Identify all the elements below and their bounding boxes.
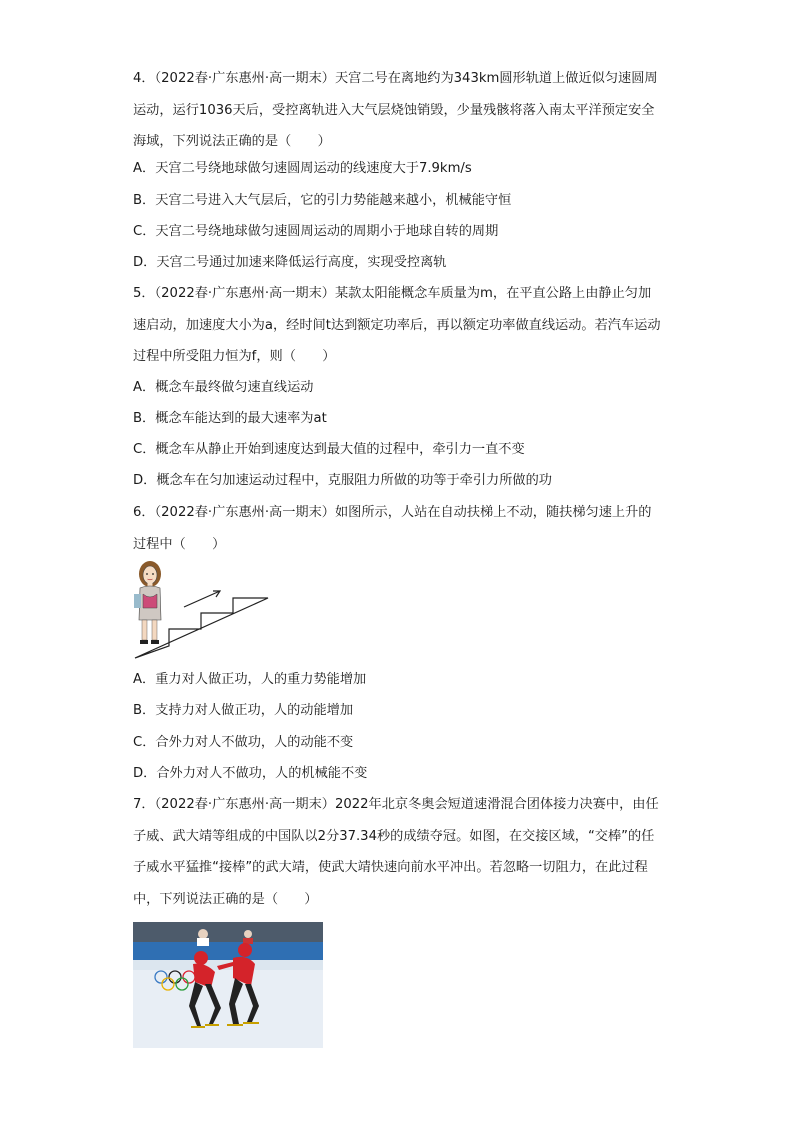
motion-arrow <box>184 591 220 607</box>
question-6-option-c: C．合外力对人不做功，人的动能不变 <box>133 735 354 750</box>
question-4-option-c: C．天宫二号绕地球做匀速圆周运动的周期小于地球自转的周期 <box>133 224 499 239</box>
question-4-option-a: A．天宫二号绕地球做匀速圆周运动的线速度大于7.9km/s <box>133 161 472 176</box>
question-4-option-b: B．天宫二号进入大气层后，它的引力势能越来越小，机械能守恒 <box>133 193 512 208</box>
question-5-stem: 5．（2022春·广东惠州·高一期末）某款太阳能概念车质量为m，在平直公路上由静止匀加速启动，加速度大小为a，经时间t达到额定功率后，再以额定功率做直线运动。若汽车运动过程中所受阻力恒为f，则（ ） <box>133 286 661 364</box>
escalator-figure <box>130 558 275 663</box>
question-4-stem: 4．（2022春·广东惠州·高一期末）天宫二号在离地约为343km圆形轨道上做近似匀速圆周运动，运行1036天后，受控离轨进入大气层烧蚀销毁，少量残骸将落入南太平洋预定安全海域，下列说法正确的是（ ） <box>133 71 658 149</box>
person-figure <box>134 561 161 644</box>
question-7-stem: 7．（2022春·广东惠州·高一期末）2022年北京冬奥会短道速滑混合团体接力决赛中，由任子威、武大靖等组成的中国队以2分37.34秒的成绩夺冠。如图，在交接区域，“交棒”的任子威水平猛推“接棒”的武大靖，使武大靖快速向前水平冲出。若忽略一切阻力，在此过程中，下列说法正确的是（ ） <box>133 797 659 907</box>
question-5-option-c: C．概念车从静止开始到速度达到最大值的过程中，牵引力一直不变 <box>133 442 525 457</box>
question-5-option-a: A．概念车最终做匀速直线运动 <box>133 380 314 395</box>
question-6-option-b: B．支持力对人做正功，人的动能增加 <box>133 703 354 718</box>
question-5-option-b: B．概念车能达到的最大速率为at <box>133 411 327 426</box>
question-6-option-d: D．合外力对人不做功，人的机械能不变 <box>133 766 368 781</box>
question-6-option-a: A．重力对人做正功，人的重力势能增加 <box>133 672 367 687</box>
question-5-option-d: D．概念车在匀加速运动过程中，克服阻力所做的功等于牵引力所做的功 <box>133 473 552 488</box>
question-6-stem: 6．（2022春·广东惠州·高一期末）如图所示，人站在自动扶梯上不动，随扶梯匀速上升的过程中（ ） <box>133 505 652 552</box>
speed-skating-photo <box>133 922 323 1048</box>
question-4-option-d: D．天宫二号通过加速来降低运行高度，实现受控离轨 <box>133 255 447 270</box>
